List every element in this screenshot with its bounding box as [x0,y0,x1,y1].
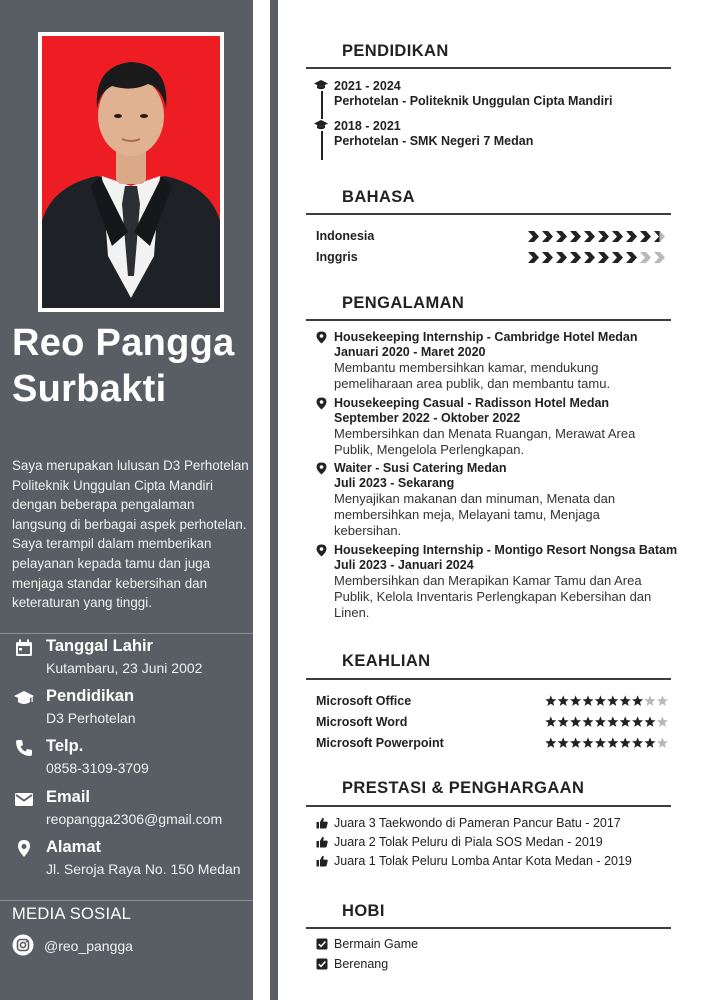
graduation-cap-icon [314,119,328,131]
rating-star [595,695,606,705]
rating-star [558,737,569,747]
achievement-text: Juara 2 Tolak Peluru di Piala SOS Medan - 2019 [334,835,603,849]
rating-star [620,716,631,726]
education-degree: Perhotelan - Politeknik Unggulan Cipta Mandiri [334,94,613,108]
section-title-bahasa: BAHASA [342,188,415,206]
hobby-text: Berenang [334,957,389,971]
hobby-text: Bermain Game [334,937,419,951]
profile-photo [38,32,224,312]
rating-star [558,716,569,726]
checkbox-checked-icon [316,958,328,970]
rating-star [632,716,643,726]
rating-chevron [612,252,623,263]
info-education-value: D3 Perhotelan [46,710,136,726]
rating-star [595,716,606,726]
section-line-prestasi [306,805,671,807]
experience-dates: September 2022 - Oktober 2022 [334,411,521,425]
experience-title: Waiter - Susi Catering Medan [334,461,507,475]
education-degree: Perhotelan - SMK Negeri 7 Medan [334,134,534,148]
rating-star [657,695,668,705]
rating-star [632,737,643,747]
rating-chevron [626,252,637,263]
section-line-pengalaman [306,319,671,321]
rating-star [545,737,556,747]
rating-star [545,695,556,705]
section-title-pendidikan: PENDIDIKAN [342,42,449,60]
section-title-hobi: HOBI [342,902,385,920]
info-phone-title: Telp. [46,737,84,755]
language-rating [528,252,670,263]
instagram-handle[interactable]: @reo_pangga [44,938,133,954]
education-years: 2021 - 2024 [334,79,401,93]
language-row [316,250,672,266]
section-line-hobi [306,927,671,929]
rating-chevron [654,252,665,263]
achievement-text: Juara 3 Taekwondo di Pameran Pancur Batu - 2017 [334,816,621,830]
rating-star [644,716,655,726]
profile-name [12,320,250,412]
skill-name: Microsoft Office [316,694,412,708]
info-email-value[interactable]: reopangga2306@gmail.com [46,811,223,827]
profile-summary: Saya merupakan lulusan D3 Perhotelan Politeknik Unggulan Cipta Mandiri dengan beberapa pengalaman langsung di berbagai aspek perhotelan. Saya terampil dalam memberikan pelayanan kepada tamu dan juga menjaga standar kebersihan dan keteraturan yang tinggi. [12,458,249,611]
skill-rating [545,716,670,728]
info-birthdate-title: Tanggal Lahir [46,637,153,655]
education-years: 2018 - 2021 [334,119,401,133]
location-pin-icon [316,544,327,557]
info-education-title: Pendidikan [46,687,135,705]
calendar-icon [14,638,34,658]
rating-star [582,716,593,726]
rating-chevron [542,231,553,242]
rating-star [570,737,581,747]
experience-dates: Juli 2023 - Sekarang [334,476,455,490]
rating-star [607,737,618,747]
experience-title: Housekeeping Internship - Cambridge Hotel Medan [334,330,638,344]
location-pin-icon [316,462,327,475]
info-email-title: Email [46,788,91,806]
skill-name: Microsoft Powerpoint [316,736,444,750]
section-title-prestasi: PRESTASI & PENGHARGAAN [342,779,585,797]
section-title-pengalaman: PENGALAMAN [342,294,465,312]
rating-chevron [556,252,567,263]
sidebar-divider [0,633,253,634]
thumbs-up-icon [316,855,328,867]
sidebar [0,0,253,1000]
rating-chevron [598,231,609,242]
rating-chevron [640,231,651,242]
skill-row [316,715,672,731]
experience-description: Menyajikan makanan dan minuman, Menata dan membersihkan meja, Melayani tamu, Menjaga kebersihan. [334,491,616,538]
thumbs-up-icon [316,817,328,829]
info-address-title: Alamat [46,838,102,856]
profile-photo-image [42,36,220,308]
experience-dates: Juli 2023 - Januari 2024 [334,558,474,572]
info-address-value: Jl. Seroja Raya No. 150 Medan [46,861,241,877]
rating-star [570,716,581,726]
skill-rating [545,737,670,749]
mail-icon [14,789,34,809]
language-name: Inggris [316,250,358,264]
rating-star [570,695,581,705]
rating-star [582,695,593,705]
rating-chevron [584,231,595,242]
experience-title: Housekeeping Casual - Radisson Hotel Medan [334,396,610,410]
experience-description: Membersihkan dan Merapikan Kamar Tamu dan Area Publik, Kelola Inventaris Perlengkapan Kebersihan dan Linen. [334,573,652,620]
rating-star [644,695,655,705]
location-pin-icon [316,397,327,410]
skill-row [316,694,672,710]
name-first: Reo Pangga [12,322,235,364]
media-sosial-title: MEDIA SOSIAL [12,905,132,923]
experience-description: Membersihkan dan Menata Ruangan, Merawat Area Publik, Mengelola Perlengkapan. [334,426,636,457]
rating-chevron [570,231,581,242]
sidebar-divider-media [0,900,253,901]
checkbox-checked-icon [316,938,328,950]
section-line-bahasa [306,213,671,215]
experience-dates: Januari 2020 - Maret 2020 [334,345,486,359]
instagram-icon [12,934,34,956]
rating-chevron [612,231,623,242]
rating-chevron [584,252,595,263]
experience-description: Membantu membersihkan kamar, mendukung pemeliharaan area publik, dan membantu tamu. [334,360,611,391]
rating-star [582,737,593,747]
rating-star [620,737,631,747]
graduation-cap-icon [314,79,328,91]
graduation-cap-icon [14,688,34,708]
rating-star [545,716,556,726]
section-line-keahlian [306,678,671,680]
rating-chevron [654,231,665,242]
rating-chevron [528,231,539,242]
name-last: Surbakti [12,368,167,410]
section-title-keahlian: KEAHLIAN [342,652,431,670]
section-line-pendidikan [306,67,671,69]
skill-name: Microsoft Word [316,715,408,729]
achievement-text: Juara 1 Tolak Peluru Lomba Antar Kota Medan - 2019 [334,854,632,868]
info-birthdate-value: Kutambaru, 23 Juni 2002 [46,660,203,676]
location-pin-icon [14,839,34,859]
language-rating [528,231,670,242]
rating-star [632,695,643,705]
language-name: Indonesia [316,229,375,243]
location-pin-icon [316,331,327,344]
rating-chevron [570,252,581,263]
rating-star [644,737,655,747]
rating-star [595,737,606,747]
experience-title: Housekeeping Internship - Montigo Resort Nongsa Batam [334,543,678,557]
rating-chevron [556,231,567,242]
rating-chevron [626,231,637,242]
rating-chevron [528,252,539,263]
rating-star [620,695,631,705]
skill-row [316,736,672,752]
rating-star [558,695,569,705]
info-phone-value: 0858-3109-3709 [46,760,149,776]
thumbs-up-icon [316,836,328,848]
rating-star [607,695,618,705]
phone-icon [14,738,34,758]
rating-star [657,737,668,747]
rating-chevron [542,252,553,263]
rating-star [657,716,668,726]
rating-chevron [598,252,609,263]
language-row [316,229,672,245]
rating-star [607,716,618,726]
vertical-divider [270,0,278,1000]
rating-chevron [640,252,651,263]
skill-rating [545,695,670,707]
